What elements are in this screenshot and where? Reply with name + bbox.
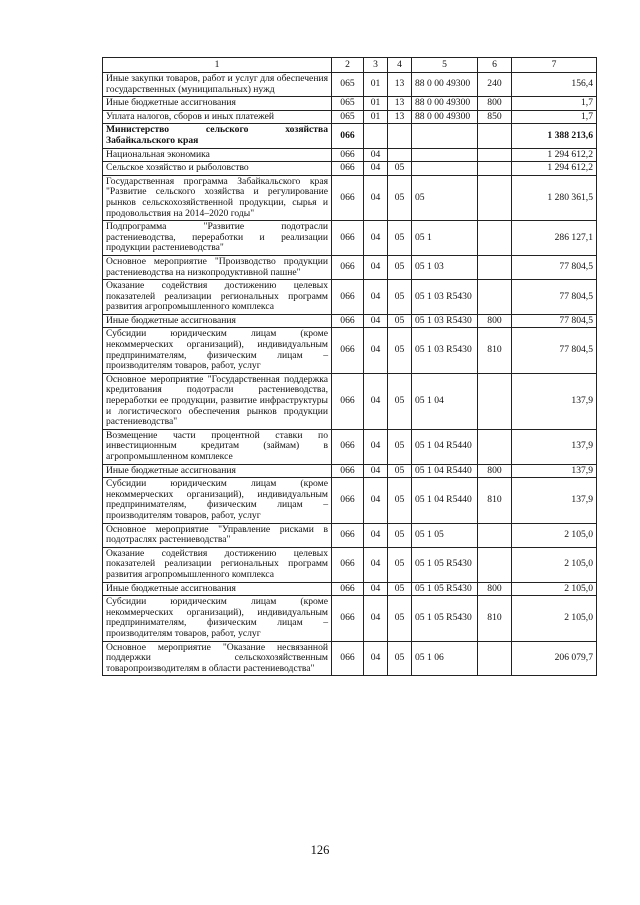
row-amount: 2 105,0 <box>512 523 597 547</box>
row-admin-code: 066 <box>332 523 364 547</box>
row-name: Иные бюджетные ассигнования <box>103 464 332 478</box>
row-expense-type: 800 <box>478 97 512 111</box>
row-admin-code: 066 <box>332 582 364 596</box>
row-name: Подпрограмма "Развитие подотрасли растениеводства, переработки и реализации продукции растениеводства" <box>103 221 332 256</box>
table-row <box>103 429 597 464</box>
row-section: 04 <box>364 255 388 279</box>
row-amount: 1 294 612,2 <box>512 162 597 176</box>
row-target-article: 05 1 <box>412 221 478 256</box>
row-subsection: 05 <box>388 328 412 373</box>
row-name: Оказание содействия достижению целевых показателей реализации региональных программ развития агропромышленного комплекса <box>103 280 332 315</box>
row-amount: 286 127,1 <box>512 221 597 256</box>
row-amount: 1,7 <box>512 97 597 111</box>
row-expense-type <box>478 175 512 220</box>
row-expense-type <box>478 124 512 148</box>
row-target-article: 05 1 03 R5430 <box>412 280 478 315</box>
row-name: Иные бюджетные ассигнования <box>103 97 332 111</box>
column-header-2: 2 <box>332 58 364 73</box>
row-name: Субсидии юридическим лицам (кроме некоммерческих организаций), индивидуальным предпринимателям, физическим лицам – производителям товаров, работ, услуг <box>103 596 332 641</box>
column-header-6: 6 <box>478 58 512 73</box>
table-row <box>103 373 597 429</box>
table-row <box>103 175 597 220</box>
row-subsection: 13 <box>388 110 412 124</box>
row-section: 04 <box>364 280 388 315</box>
row-expense-type: 850 <box>478 110 512 124</box>
table-row <box>103 582 597 596</box>
row-section: 01 <box>364 97 388 111</box>
row-admin-code: 065 <box>332 97 364 111</box>
row-section: 04 <box>364 162 388 176</box>
row-target-article: 88 0 00 49300 <box>412 73 478 97</box>
row-section: 04 <box>364 547 388 582</box>
row-amount: 1,7 <box>512 110 597 124</box>
row-subsection: 13 <box>388 97 412 111</box>
row-subsection: 05 <box>388 478 412 523</box>
column-header-7: 7 <box>512 58 597 73</box>
row-expense-type <box>478 148 512 162</box>
column-header-5: 5 <box>412 58 478 73</box>
table-row <box>103 110 597 124</box>
table-row <box>103 314 597 328</box>
row-admin-code: 066 <box>332 641 364 676</box>
row-name: Иные бюджетные ассигнования <box>103 314 332 328</box>
budget-table-container <box>102 57 596 676</box>
row-section: 04 <box>364 373 388 429</box>
row-target-article: 05 1 03 R5430 <box>412 314 478 328</box>
row-name: Основное мероприятие "Оказание несвязанной поддержки сельскохозяйственным товаропроизводителям в области растениеводства" <box>103 641 332 676</box>
row-section: 04 <box>364 429 388 464</box>
row-name: Уплата налогов, сборов и иных платежей <box>103 110 332 124</box>
row-expense-type: 800 <box>478 314 512 328</box>
row-expense-type <box>478 280 512 315</box>
row-admin-code: 065 <box>332 73 364 97</box>
row-admin-code: 066 <box>332 221 364 256</box>
row-admin-code: 066 <box>332 596 364 641</box>
row-admin-code: 066 <box>332 314 364 328</box>
row-subsection: 05 <box>388 255 412 279</box>
row-expense-type: 800 <box>478 464 512 478</box>
row-section: 01 <box>364 110 388 124</box>
row-section: 01 <box>364 73 388 97</box>
row-target-article: 05 1 05 R5430 <box>412 582 478 596</box>
row-expense-type <box>478 429 512 464</box>
row-section: 04 <box>364 464 388 478</box>
row-target-article: 88 0 00 49300 <box>412 97 478 111</box>
row-subsection: 05 <box>388 464 412 478</box>
row-subsection: 05 <box>388 641 412 676</box>
row-expense-type <box>478 373 512 429</box>
row-amount: 77 804,5 <box>512 314 597 328</box>
row-section: 04 <box>364 175 388 220</box>
row-subsection: 13 <box>388 73 412 97</box>
table-body <box>103 73 597 676</box>
row-target-article <box>412 148 478 162</box>
row-subsection: 05 <box>388 596 412 641</box>
table-row <box>103 162 597 176</box>
row-subsection: 05 <box>388 280 412 315</box>
row-target-article: 05 1 03 <box>412 255 478 279</box>
row-admin-code: 066 <box>332 280 364 315</box>
row-section: 04 <box>364 596 388 641</box>
row-admin-code: 066 <box>332 429 364 464</box>
row-expense-type <box>478 221 512 256</box>
row-target-article <box>412 124 478 148</box>
row-amount: 77 804,5 <box>512 280 597 315</box>
row-name: Субсидии юридическим лицам (кроме некоммерческих организаций), индивидуальным предпринимателям, физическим лицам – производителям товаров, работ, услуг <box>103 328 332 373</box>
row-section <box>364 124 388 148</box>
row-amount: 77 804,5 <box>512 328 597 373</box>
row-name: Министерство сельского хозяйства Забайкальского края <box>103 124 332 148</box>
row-target-article: 05 1 05 R5430 <box>412 547 478 582</box>
row-section: 04 <box>364 314 388 328</box>
column-header-1: 1 <box>103 58 332 73</box>
row-section: 04 <box>364 582 388 596</box>
row-subsection: 05 <box>388 547 412 582</box>
row-admin-code: 065 <box>332 110 364 124</box>
row-amount: 137,9 <box>512 429 597 464</box>
row-admin-code: 066 <box>332 124 364 148</box>
row-admin-code: 066 <box>332 148 364 162</box>
row-name: Возмещение части процентной ставки по инвестиционным кредитам (займам) в агропромышленном комплексе <box>103 429 332 464</box>
row-amount: 1 294 612,2 <box>512 148 597 162</box>
table-row <box>103 641 597 676</box>
row-admin-code: 066 <box>332 373 364 429</box>
row-name: Сельское хозяйство и рыболовство <box>103 162 332 176</box>
table-row <box>103 596 597 641</box>
row-amount: 2 105,0 <box>512 547 597 582</box>
row-expense-type: 810 <box>478 596 512 641</box>
row-subsection: 05 <box>388 314 412 328</box>
row-subsection: 05 <box>388 429 412 464</box>
table-row <box>103 547 597 582</box>
row-name: Иные бюджетные ассигнования <box>103 582 332 596</box>
row-target-article: 05 <box>412 175 478 220</box>
row-admin-code: 066 <box>332 478 364 523</box>
row-target-article: 05 1 06 <box>412 641 478 676</box>
row-expense-type <box>478 255 512 279</box>
row-section: 04 <box>364 641 388 676</box>
row-section: 04 <box>364 148 388 162</box>
row-subsection: 05 <box>388 373 412 429</box>
column-header-4: 4 <box>388 58 412 73</box>
row-amount: 137,9 <box>512 478 597 523</box>
row-name: Основное мероприятие "Управление рисками в подотраслях растениеводства" <box>103 523 332 547</box>
row-amount: 137,9 <box>512 373 597 429</box>
row-name: Основное мероприятие "Государственная поддержка кредитования подотрасли растениеводства, переработки ее продукции, развитие инфраструктуры и логистического обеспечения рынков продукции растениеводства" <box>103 373 332 429</box>
row-name: Оказание содействия достижению целевых показателей реализации региональных программ развития агропромышленного комплекса <box>103 547 332 582</box>
row-target-article <box>412 162 478 176</box>
row-name: Иные закупки товаров, работ и услуг для обеспечения государственных (муниципальных) нужд <box>103 73 332 97</box>
table-row <box>103 464 597 478</box>
row-target-article: 05 1 05 <box>412 523 478 547</box>
row-expense-type <box>478 547 512 582</box>
row-amount: 156,4 <box>512 73 597 97</box>
row-target-article: 05 1 05 R5430 <box>412 596 478 641</box>
row-admin-code: 066 <box>332 547 364 582</box>
row-admin-code: 066 <box>332 162 364 176</box>
column-header-3: 3 <box>364 58 388 73</box>
row-target-article: 88 0 00 49300 <box>412 110 478 124</box>
table-row <box>103 124 597 148</box>
row-amount: 77 804,5 <box>512 255 597 279</box>
row-subsection: 05 <box>388 162 412 176</box>
row-expense-type: 800 <box>478 582 512 596</box>
row-amount: 2 105,0 <box>512 582 597 596</box>
row-expense-type: 810 <box>478 478 512 523</box>
row-expense-type: 810 <box>478 328 512 373</box>
table-row <box>103 221 597 256</box>
table-row <box>103 478 597 523</box>
table-row <box>103 97 597 111</box>
table-row <box>103 73 597 97</box>
row-amount: 137,9 <box>512 464 597 478</box>
row-expense-type <box>478 162 512 176</box>
table-row <box>103 148 597 162</box>
table-row <box>103 523 597 547</box>
row-subsection: 05 <box>388 582 412 596</box>
row-expense-type: 240 <box>478 73 512 97</box>
row-target-article: 05 1 04 R5440 <box>412 464 478 478</box>
row-section: 04 <box>364 221 388 256</box>
row-subsection: 05 <box>388 175 412 220</box>
row-subsection <box>388 148 412 162</box>
row-admin-code: 066 <box>332 464 364 478</box>
table-row <box>103 328 597 373</box>
row-name: Основное мероприятие "Производство продукции растениеводства на низкопродуктивной пашне" <box>103 255 332 279</box>
row-admin-code: 066 <box>332 328 364 373</box>
row-expense-type <box>478 641 512 676</box>
table-row <box>103 255 597 279</box>
row-subsection: 05 <box>388 523 412 547</box>
row-admin-code: 066 <box>332 255 364 279</box>
row-name: Национальная экономика <box>103 148 332 162</box>
row-target-article: 05 1 04 R5440 <box>412 478 478 523</box>
table-header-row <box>103 58 597 73</box>
row-target-article: 05 1 04 <box>412 373 478 429</box>
row-expense-type <box>478 523 512 547</box>
row-section: 04 <box>364 523 388 547</box>
row-section: 04 <box>364 328 388 373</box>
row-subsection: 05 <box>388 221 412 256</box>
row-target-article: 05 1 04 R5440 <box>412 429 478 464</box>
row-amount: 1 388 213,6 <box>512 124 597 148</box>
row-amount: 2 105,0 <box>512 596 597 641</box>
table-row <box>103 280 597 315</box>
page-number: 126 <box>310 843 330 857</box>
row-name: Субсидии юридическим лицам (кроме некоммерческих организаций), индивидуальным предпринимателям, физическим лицам – производителям товаров, работ, услуг <box>103 478 332 523</box>
row-amount: 1 280 361,5 <box>512 175 597 220</box>
row-section: 04 <box>364 478 388 523</box>
row-subsection <box>388 124 412 148</box>
row-name: Государственная программа Забайкальского края "Развитие сельского хозяйства и регулирование рынков сельскохозяйственной продукции, сырья и продовольствия на 2014–2020 годы" <box>103 175 332 220</box>
budget-table <box>102 57 597 676</box>
row-admin-code: 066 <box>332 175 364 220</box>
row-target-article: 05 1 03 R5430 <box>412 328 478 373</box>
row-amount: 206 079,7 <box>512 641 597 676</box>
